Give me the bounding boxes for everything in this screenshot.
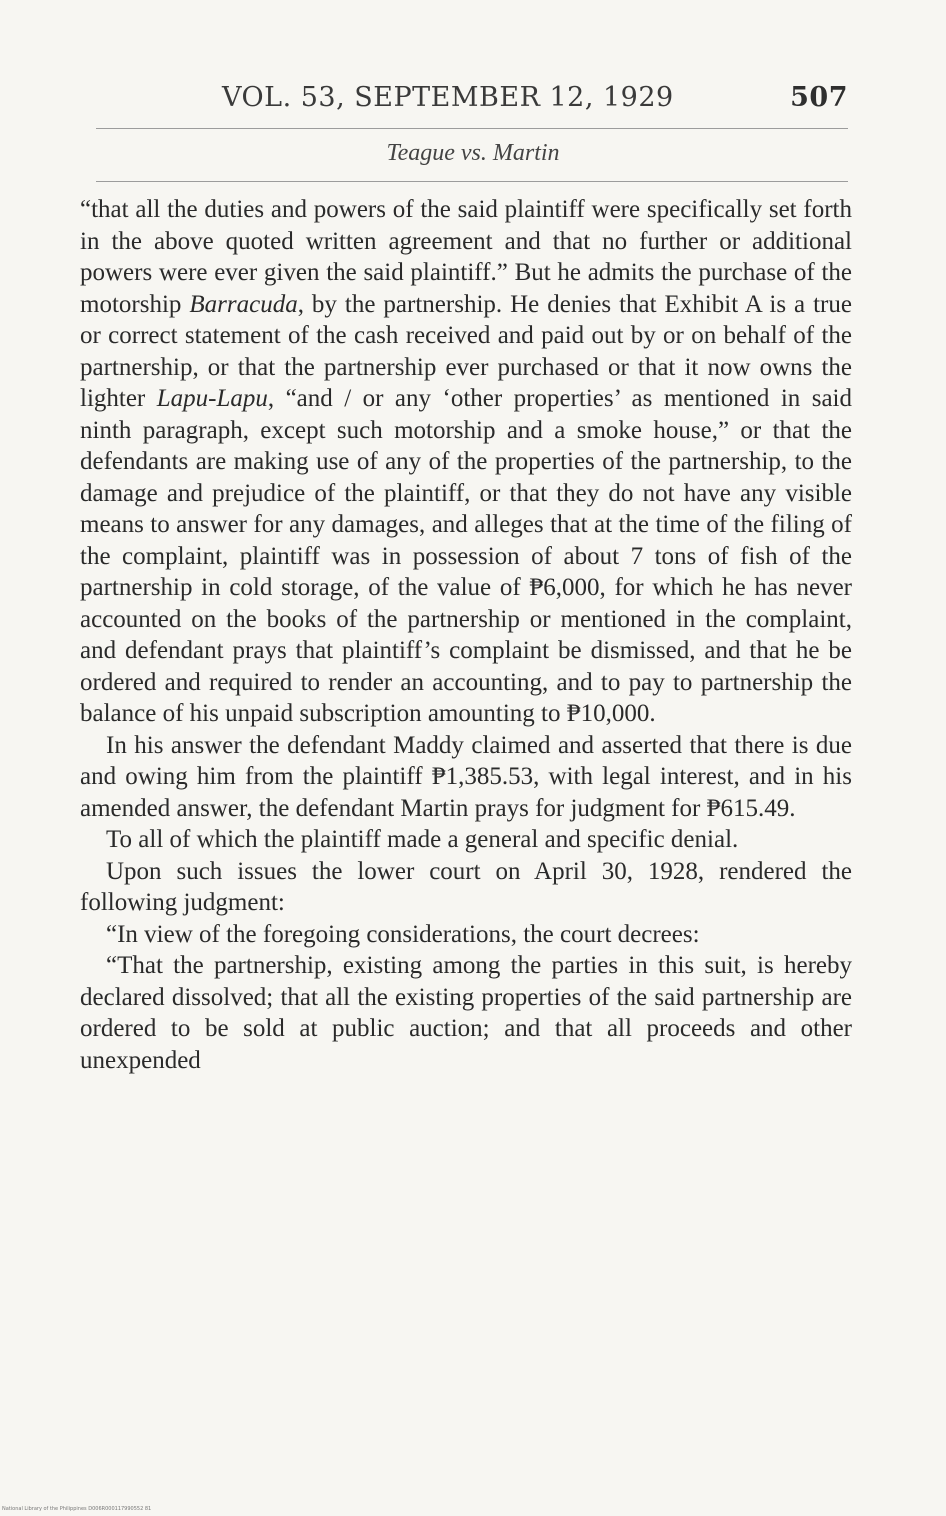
- header-rule-bottom: [96, 181, 848, 182]
- paragraph-text: “that all the duties and powers of the said plaintiff were specifically set forth in the above quoted written agreement and that no further or additional powers were ever given the said plaintiff.” But he admits the purchase of the motorship: [80, 196, 852, 318]
- volume-date-heading: VOL. 53, SEPTEMBER 12, 1929: [222, 82, 674, 113]
- paragraph-text: , by the partnership. He denies that Exhibit A is a true or correct statement of the cash received and paid out by or on behalf of the partnership, or that the partnership ever purchased or that it now owns the lighter: [80, 290, 852, 412]
- paragraph-judgment-intro: “In view of the foregoing considerations, the court decrees:: [106, 920, 700, 948]
- paragraph-judgment-decree: “That the partnership, existing among the parties in this suit, is hereby declared dissolved; that all the existing properties of the said partnership are ordered to be sold at public auction; and that all proceeds and other unexpended: [80, 952, 852, 1074]
- paragraph-issues: Upon such issues the lower court on April 30, 1928, rendered the following judgment:: [80, 857, 852, 916]
- paragraph-denial: To all of which the plaintiff made a general and specific denial.: [106, 826, 739, 853]
- body-text: [80, 194, 852, 1076]
- paragraph-maddy-answer: In his answer the defendant Maddy claimed and asserted that there is due and owing him from the plaintiff ₱1,385.53, with legal interest, and in his amended answer, the defendant Martin prays for judgment for ₱615.49.: [80, 731, 852, 822]
- scan-source-mark: National Library of the Philippines D006R000117990552 81: [2, 1506, 152, 1512]
- vessel-name: Barracuda: [189, 290, 298, 318]
- header-rule-top: [96, 128, 848, 129]
- vessel-name: Lapu-Lapu: [156, 385, 268, 412]
- case-title: Teague vs. Martin: [386, 140, 560, 166]
- paragraph-text: , “and / or any ‘other properties’ as mentioned in said ninth paragraph, except such motorship and a smoke house,” or that the defendants are making use of any of the properties of the partnership, to the damage and prejudice of the plaintiff, or that they do not have any visible means to answer for any damages, and alleges that at the time of the filing of the complaint, plaintiff was in possession of about 7 tons of fish of the partnership in cold storage, of the value of ₱6,000, for which he has never accounted on the books of the partnership or mentioned in the complaint, and defendant prays that plaintiff’s complaint be dismissed, and that he be ordered and required to render an accounting, and to pay to partnership the balance of his unpaid subscription amounting to ₱10,000.: [80, 385, 852, 727]
- page-number: 507: [790, 82, 848, 113]
- paragraph-answer-denials: [80, 194, 852, 730]
